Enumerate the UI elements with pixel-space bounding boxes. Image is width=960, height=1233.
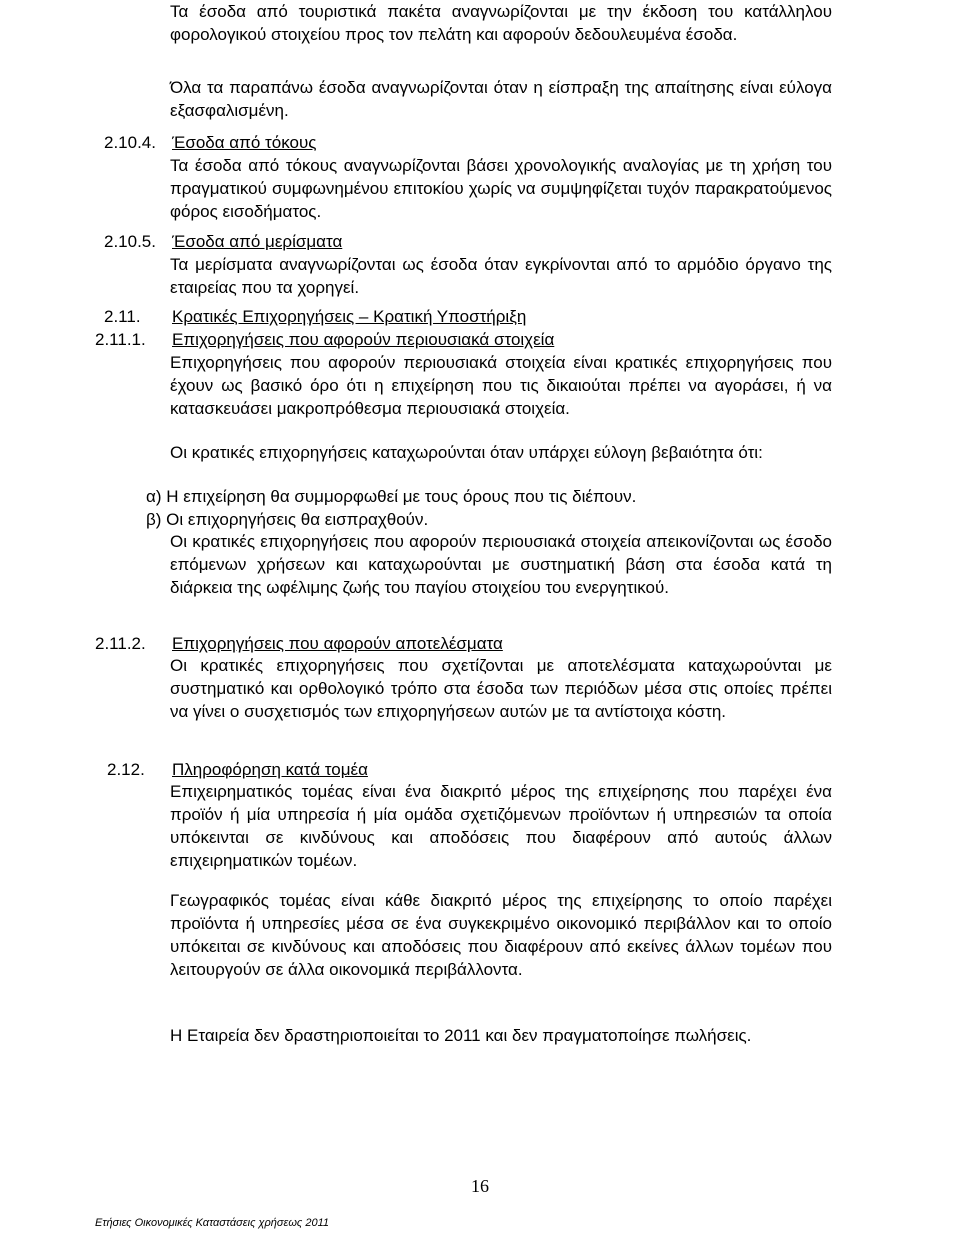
page-footer: Ετήσιες Οικονομικές Καταστάσεις χρήσεως 2011: [95, 1217, 329, 1229]
section-title-state-grants: Κρατικές Επιχορηγήσεις – Κρατική Υποστήριξη: [172, 307, 527, 326]
section-number-2-10-5: 2.10.5.: [104, 232, 156, 251]
paragraph-business-segment: Επιχειρηματικός τομέας είναι ένα διακριτό μέρος της επιχείρησης που παρέχει ένα προϊόν ή μία υπηρεσία ή μία ομάδα σχετιζόμενων προϊόντων ή υπηρεσιών τα οποία υπόκεινται σε κινδύνους και αποδόσεις που διαφέρουν από αυτούς άλλων επιχειρηματικών τομέων.: [170, 782, 832, 870]
paragraph-income-recognition: Όλα τα παραπάνω έσοδα αναγνωρίζονται όταν η είσπραξη της απαίτησης είναι εύλογα εξασφαλισμένη.: [170, 78, 832, 120]
section-title-income-grants: Επιχορηγήσεις που αφορούν αποτελέσματα: [172, 634, 503, 653]
paragraph-asset-grants: Επιχορηγήσεις που αφορούν περιουσιακά στοιχεία είναι κρατικές επιχορηγήσεις που έχουν ως βασικό όρο ότι η επιχείρηση που τις δικαιούται πρέπει να αγοράσει, ή να κατασκευάσει μακροπρόθεσμα περιουσιακά στοιχεία.: [170, 353, 832, 418]
section-number-2-12: 2.12.: [107, 760, 145, 779]
paragraph-no-activity: Η Εταιρεία δεν δραστηριοποιείται το 2011 και δεν πραγματοποίησε πωλήσεις.: [170, 1026, 752, 1045]
paragraph-grant-recognition: Οι κρατικές επιχορηγήσεις καταχωρούνται όταν υπάρχει εύλογη βεβαιότητα ότι:: [170, 443, 763, 462]
section-title-dividend-income: Έσοδα από μερίσματα: [172, 232, 343, 251]
page-number: 16: [471, 1176, 489, 1196]
section-title-interest-income: Έσοδα από τόκους: [172, 133, 317, 152]
list-item-a: α) Η επιχείρηση θα συμμορφωθεί με τους όρους που τις διέπουν.: [146, 487, 637, 506]
paragraph-asset-grants-accounting: Οι κρατικές επιχορηγήσεις που αφορούν περιουσιακά στοιχεία απεικονίζονται ως έσοδο επόμενων χρήσεων και καταχωρούνται με συστηματική βάση στα έσοδα κατά τη διάρκεια της ωφέλιμης ζωής του παγίου στοιχείου του ενεργητικού.: [170, 532, 832, 597]
paragraph-geographic-segment: Γεωγραφικός τομέας είναι κάθε διακριτό μέρος της επιχείρησης το οποίο παρέχει προϊόντα ή υπηρεσίες μέσα σε ένα συγκεκριμένο οικονομικό περιβάλλον και το οποίο υπόκειται σε κινδύνους και αποδόσεις που διαφέρουν από εκείνες άλλων τομέων που λειτουργούν σε άλλα οικονομικά περιβάλλοντα.: [170, 891, 832, 979]
section-number-2-11-2: 2.11.2.: [95, 634, 146, 653]
paragraph-interest-income: Τα έσοδα από τόκους αναγνωρίζονται βάσει χρονολογικής αναλογίας με τη χρήση του πραγματικού συμφωνημένου επιτοκίου χωρίς να συμψηφίζεται τυχόν παρακρατούμενος φόρος εισοδήματος.: [170, 156, 832, 221]
section-number-2-11-1: 2.11.1.: [95, 330, 146, 349]
paragraph-dividend-income: Τα μερίσματα αναγνωρίζονται ως έσοδα όταν εγκρίνονται από το αρμόδιο όργανο της εταιρείας που τα χορηγεί.: [170, 255, 832, 297]
section-number-2-11: 2.11.: [104, 307, 141, 326]
paragraph-income-grants: Οι κρατικές επιχορηγήσεις που σχετίζονται με αποτελέσματα καταχωρούνται με συστηματικό και ορθολογικό τρόπο στα έσοδα των περιόδων μέσα στις οποίες πρέπει να γίνει ο συσχετισμός των επιχορηγήσεων αυτών με τα αντίστοιχα κόστη.: [170, 656, 832, 721]
section-title-asset-grants: Επιχορηγήσεις που αφορούν περιουσιακά στοιχεία: [172, 330, 555, 349]
paragraph-tour-packages: Τα έσοδα από τουριστικά πακέτα αναγνωρίζονται με την έκδοση του κατάλληλου φορολογικού στοιχείου προς τον πελάτη και αφορούν δεδουλευμένα έσοδα.: [170, 2, 832, 44]
list-item-b: β) Οι επιχορηγήσεις θα εισπραχθούν.: [146, 510, 429, 529]
section-number-2-10-4: 2.10.4.: [104, 133, 156, 152]
section-title-segment-reporting: Πληροφόρηση κατά τομέα: [172, 760, 368, 779]
